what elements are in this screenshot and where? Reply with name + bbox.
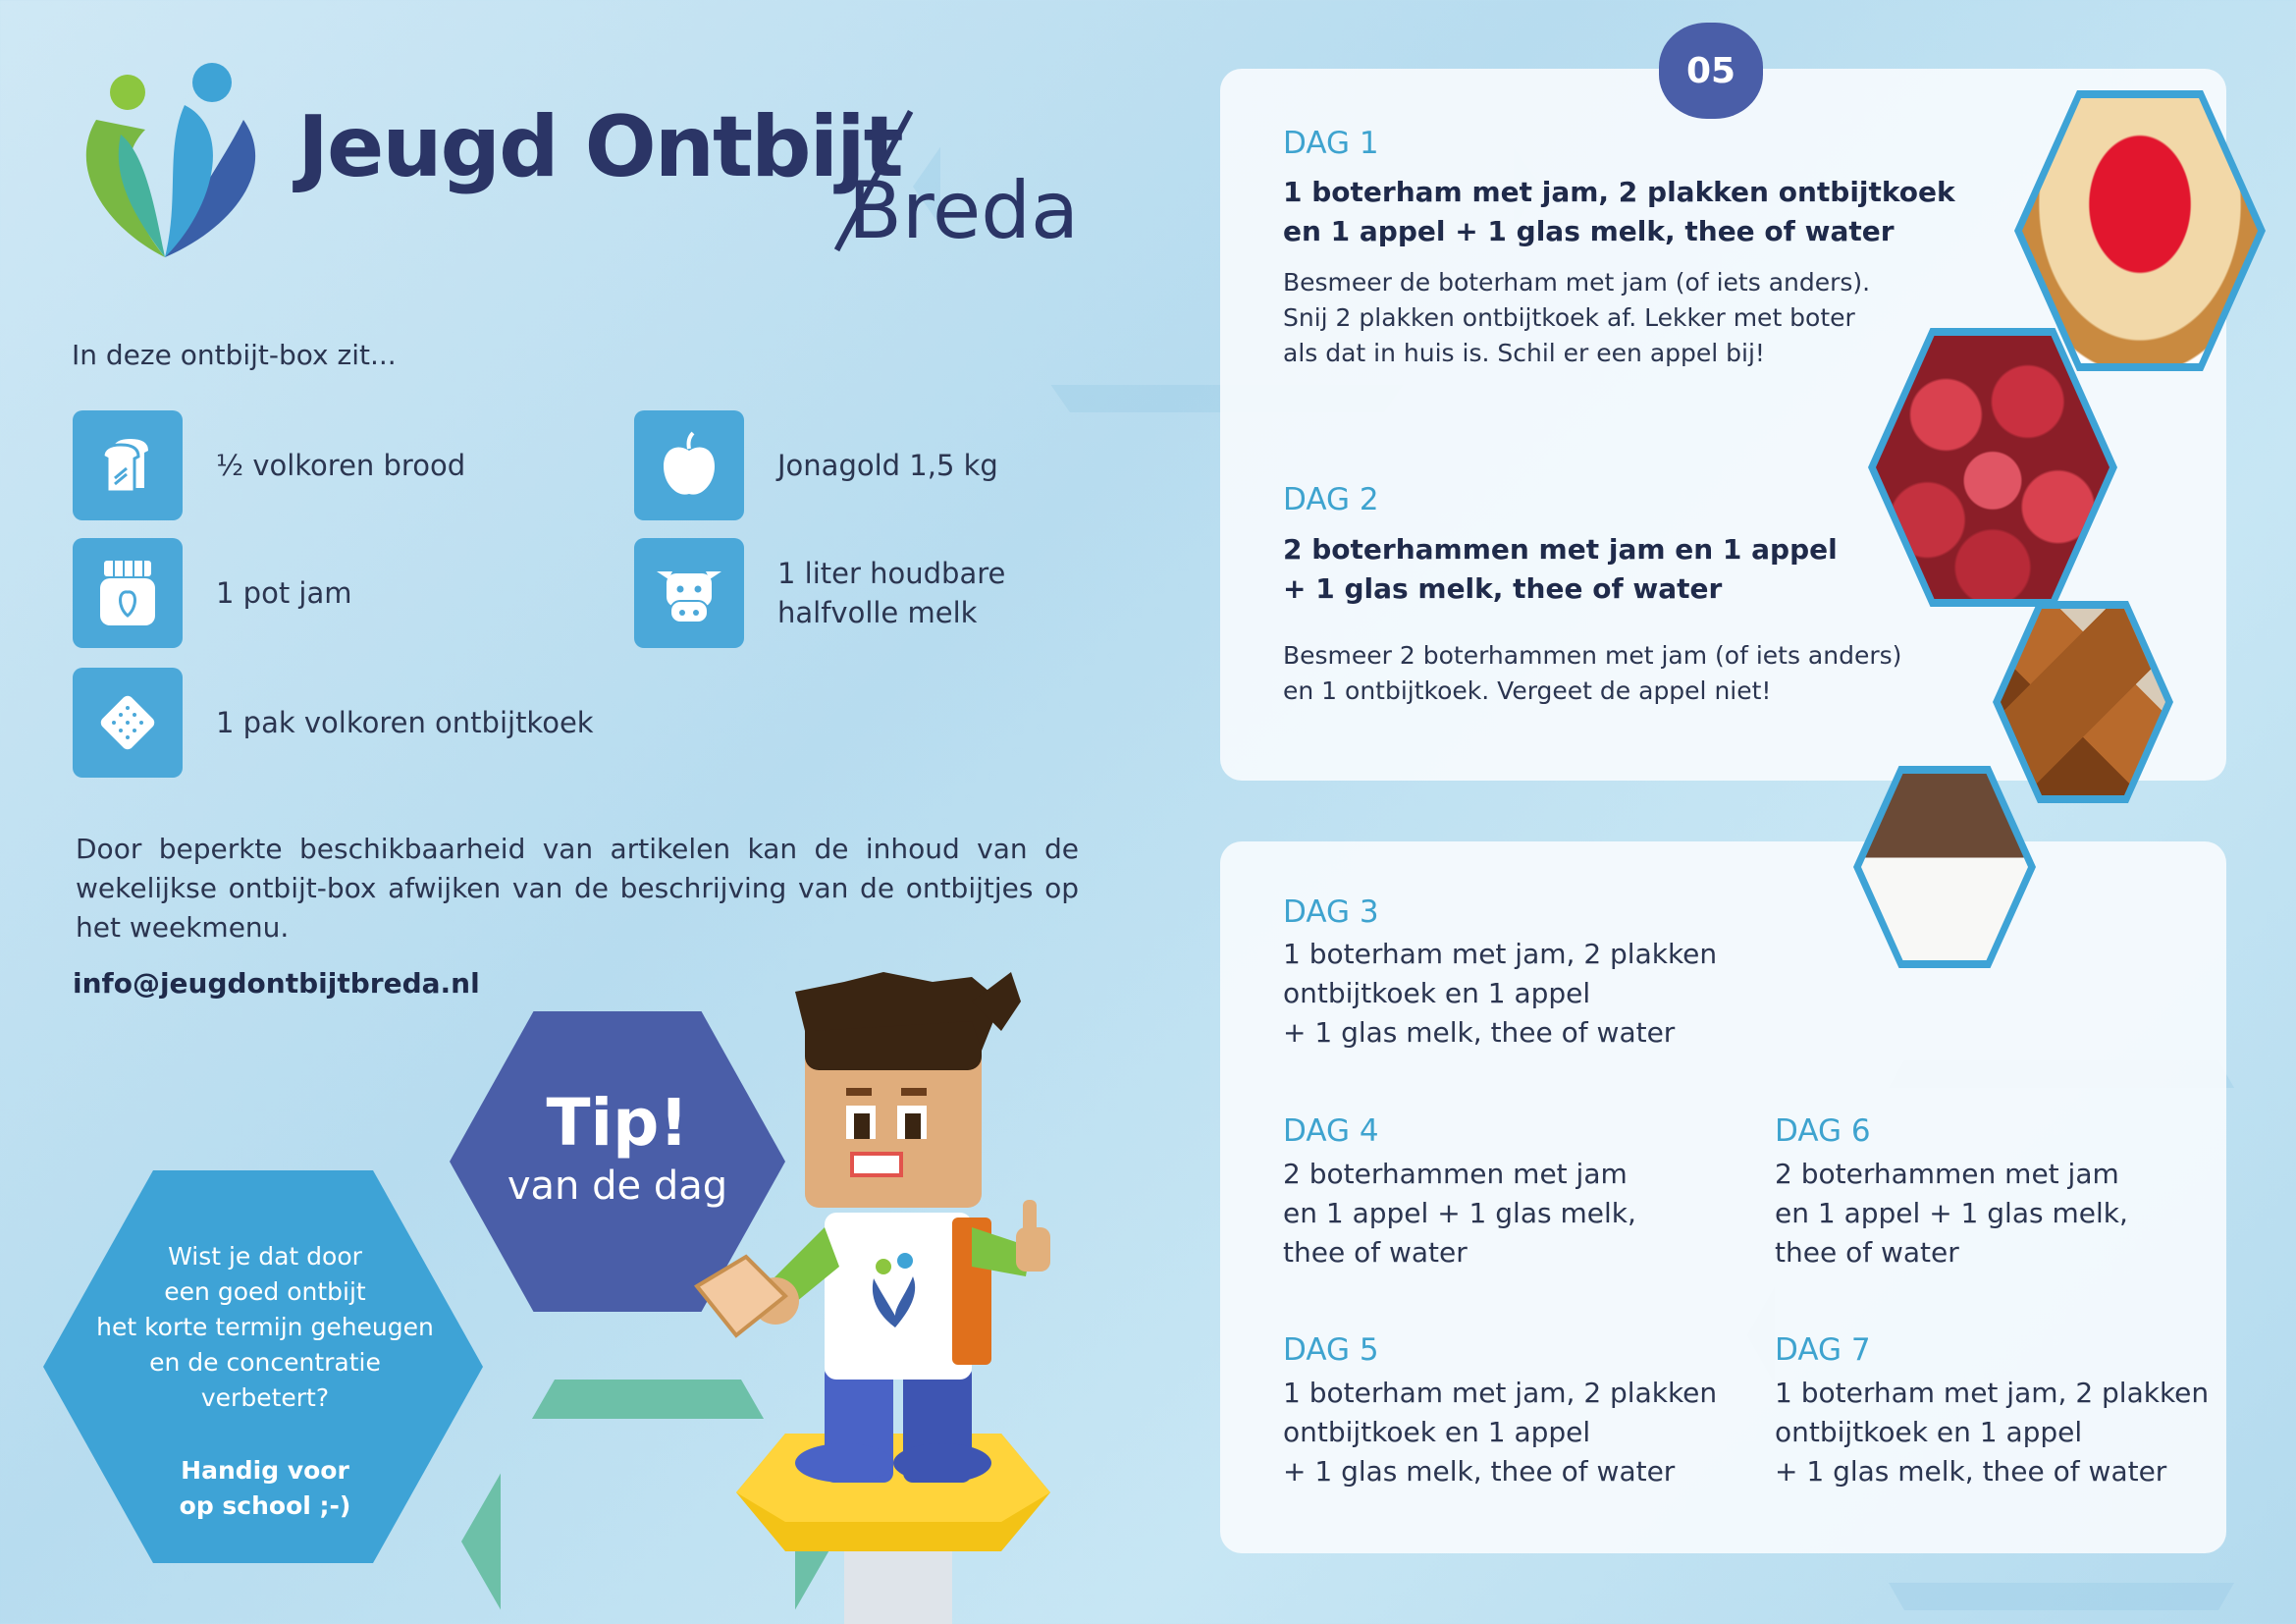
fact-bold-line: Handig voor: [181, 1456, 349, 1485]
tip-title: Tip!: [546, 1085, 689, 1161]
fact-line: het korte termijn geheugen: [96, 1313, 434, 1341]
day-1-title: DAG 1: [1283, 126, 1379, 161]
desc-line: en 1 ontbijtkoek. Vergeet de appel niet!: [1283, 677, 1772, 705]
jam-jar-icon: [73, 538, 183, 648]
fact-line: en de concentratie: [149, 1348, 381, 1377]
day-2-menu: [1283, 530, 1838, 609]
menu-line: 1 boterham met jam, 2 plakken: [1283, 938, 1718, 970]
desc-line: Besmeer 2 boterhammen met jam (of iets anders): [1283, 641, 1902, 670]
day-1-menu: [1283, 173, 1955, 251]
box-item-ontbijtkoek: [73, 668, 594, 778]
desc-line: Snij 2 plakken ontbijtkoek af. Lekker met boter: [1283, 303, 1855, 332]
box-item-label: [777, 554, 1005, 632]
fact-conclusion: [69, 1453, 461, 1524]
box-item-label: Jonagold 1,5 kg: [777, 449, 998, 482]
day-7-title: DAG 7: [1775, 1332, 1871, 1368]
tip-subtitle: van de dag: [507, 1164, 728, 1209]
day-3-menu: [1283, 935, 1717, 1053]
mascot-illustration: [677, 972, 1109, 1624]
logo-title: Jeugd Ontbijt: [297, 98, 902, 196]
day-3-title: DAG 3: [1283, 894, 1379, 930]
fact-line: een goed ontbijt: [164, 1277, 366, 1306]
menu-line: + 1 glas melk, thee of water: [1775, 1455, 2167, 1488]
day-7-menu: [1775, 1374, 2209, 1491]
desc-line: als dat in huis is. Schil er een appel bij!: [1283, 339, 1765, 367]
menu-line: 2 boterhammen met jam: [1775, 1158, 2119, 1190]
email-link[interactable]: info@jeugdontbijtbreda.nl: [73, 967, 480, 1000]
availability-note: Door beperkte beschikbaarheid van artikelen kan de inhoud van de wekelijkse ontbijt-box afwijken van de beschrijving van de ontbijtjes op het weekmenu.: [76, 833, 1079, 944]
menu-line: ontbijtkoek en 1 appel: [1283, 1416, 1591, 1448]
logo-subtitle: Breda: [848, 165, 1080, 256]
menu-line: 1 boterham met jam, 2 plakken: [1283, 1377, 1718, 1409]
menu-line: + 1 glas melk, thee of water: [1283, 572, 1723, 605]
fact-line: Wist je dat door: [168, 1242, 362, 1271]
box-contents-intro: In deze ontbijt-box zit...: [72, 339, 397, 371]
menu-line: 1 boterham met jam, 2 plakken ontbijtkoek: [1283, 176, 1955, 208]
box-item-milk: [634, 538, 1005, 648]
apple-icon: [634, 410, 744, 520]
cow-icon: [634, 538, 744, 648]
fact-bold-line: op school ;-): [179, 1491, 351, 1520]
menu-line: 1 boterham met jam, 2 plakken: [1775, 1377, 2210, 1409]
menu-line: + 1 glas melk, thee of water: [1283, 1016, 1676, 1049]
menu-line: en 1 appel + 1 glas melk,: [1283, 1197, 1636, 1229]
box-item-label: 1 pot jam: [216, 576, 352, 610]
box-item-label: 1 pak volkoren ontbijtkoek: [216, 706, 594, 739]
menu-line: thee of water: [1775, 1236, 1959, 1269]
box-item-label: ½ volkoren brood: [216, 449, 466, 482]
fact-line: verbetert?: [200, 1383, 330, 1412]
day-6-title: DAG 6: [1775, 1113, 1871, 1149]
box-item-jam: [73, 538, 352, 648]
day-1-description: [1283, 265, 1870, 371]
day-5-title: DAG 5: [1283, 1332, 1379, 1368]
box-item-bread: [73, 410, 465, 520]
label-line: 1 liter houdbare: [777, 557, 1006, 590]
menu-line: + 1 glas melk, thee of water: [1283, 1455, 1676, 1488]
day-5-menu: [1283, 1374, 1717, 1491]
menu-line: thee of water: [1283, 1236, 1468, 1269]
day-2-description: [1283, 638, 1901, 709]
box-item-apples: [634, 410, 998, 520]
menu-line: ontbijtkoek en 1 appel: [1775, 1416, 2083, 1448]
logo-figures-icon: [67, 61, 278, 272]
menu-line: en 1 appel + 1 glas melk,: [1775, 1197, 2128, 1229]
day-4-menu: [1283, 1155, 1636, 1272]
day-6-menu: [1775, 1155, 2128, 1272]
day-2-title: DAG 2: [1283, 482, 1379, 517]
menu-line: 2 boterhammen met jam: [1283, 1158, 1628, 1190]
bread-icon: [73, 410, 183, 520]
page-number: 05: [1659, 23, 1763, 119]
menu-line: 2 boterhammen met jam en 1 appel: [1283, 533, 1838, 566]
menu-line: ontbijtkoek en 1 appel: [1283, 977, 1591, 1009]
fact-text: [69, 1239, 461, 1416]
day-4-title: DAG 4: [1283, 1113, 1379, 1149]
menu-line: en 1 appel + 1 glas melk, thee of water: [1283, 215, 1895, 247]
label-line: halfvolle melk: [777, 596, 978, 629]
cake-icon: [73, 668, 183, 778]
desc-line: Besmeer de boterham met jam (of iets anders).: [1283, 268, 1871, 297]
